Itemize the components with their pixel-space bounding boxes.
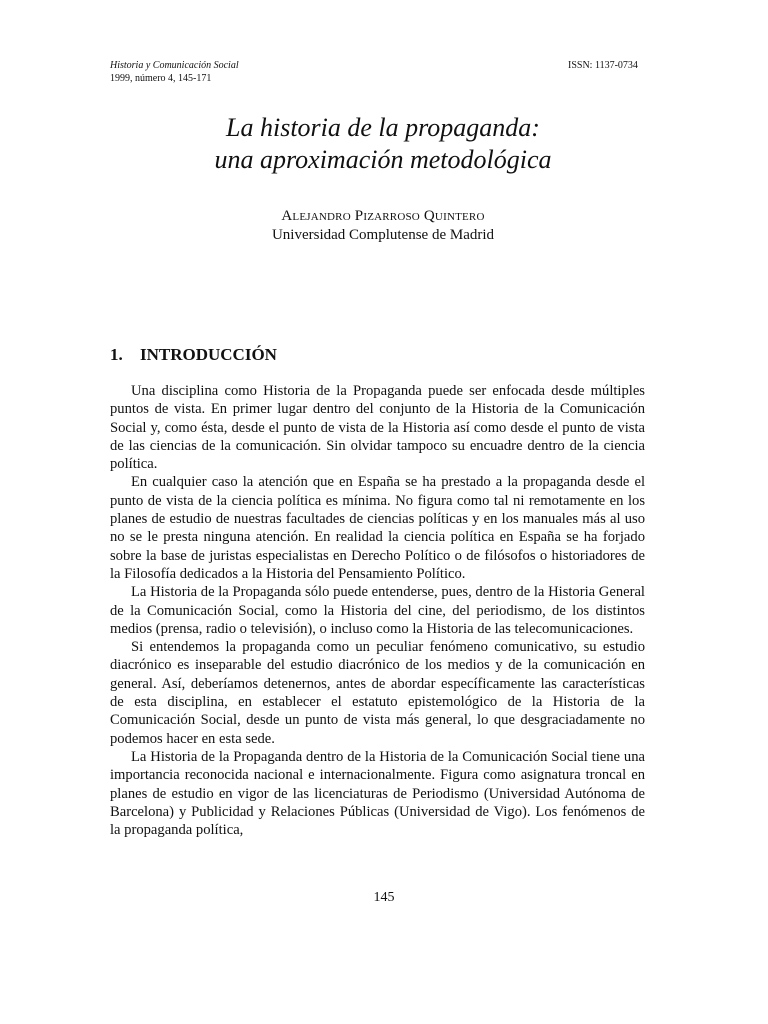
journal-issue: 1999, número 4, 145-171: [110, 73, 212, 84]
journal-citation: [110, 59, 239, 85]
title-line-2: una aproximación metodológica: [214, 145, 552, 174]
paragraph: La Historia de la Propaganda sólo puede entenderse, pues, dentro de la Historia General de la Comunicación Social, como la Historia del cine, del periodismo, de los distintos medios (prensa, radio o televisión), o incluso como la Historia de las telecomunicaciones.: [110, 584, 645, 637]
issn: ISSN: 1137-0734: [568, 60, 638, 71]
page-number: 145: [373, 890, 395, 905]
section-heading: [110, 344, 277, 366]
journal-name: Historia y Comunicación Social: [110, 60, 239, 71]
section-number: 1.: [110, 345, 123, 364]
title-line-1: La historia de la propaganda:: [226, 113, 540, 142]
section-title: INTRODUCCIÓN: [140, 345, 277, 364]
author-name: Alejandro Pizarroso Quintero: [281, 208, 485, 224]
author-affiliation: Universidad Complutense de Madrid: [271, 227, 495, 243]
author-block: [110, 207, 656, 245]
article-title: [110, 112, 656, 176]
paragraph: En cualquier caso la atención que en España se ha prestado a la propaganda desde el punto de vista de la ciencia política es mínima. No figura como tal ni remotamente en los planes de estudio de nuestras facultades de ciencias políticas y en los manuales más al uso no se le presta ninguna atención. En realidad la ciencia política en España se ha forjado sobre la base de juristas especialistas en Derecho Político o de filósofos o historiadores de la Filosofía dedicados a la Historia del Pensamiento Político.: [110, 474, 645, 582]
paragraph: La Historia de la Propaganda dentro de la Historia de la Comunicación Social tiene una importancia reconocida nacional e internacionalmente. Figura como asignatura troncal en planes de estudio en vigor de las licenciaturas de Periodismo (Universidad Autónoma de Barcelona) y Publicidad y Relaciones Públicas (Universidad de Vigo). Los fenómenos de la propaganda política,: [110, 748, 645, 839]
body-text: [110, 382, 645, 839]
paragraph: Si entendemos la propaganda como un peculiar fenómeno comunicativo, su estudio diacrónico es inseparable del estudio diacrónico de los medios y de la comunicación en general. Así, deberíamos detenernos, antes de abordar específicamente las características de esta disciplina, en establecer el estatuto epistemológico de la Historia de la Comunicación Social, desde un punto de vista más general, lo que desgraciadamente no podemos hacer en esta sede.: [110, 639, 645, 747]
paragraph: Una disciplina como Historia de la Propaganda puede ser enfocada desde múltiples puntos de vista. En primer lugar dentro del conjunto de la Historia de la Comunicación Social y, como ésta, desde el punto de vista de la Historia así como desde el punto de vista de las ciencias de la comunicación. Sin olvidar tampoco su encuadre dentro de la ciencia política.: [110, 383, 645, 473]
